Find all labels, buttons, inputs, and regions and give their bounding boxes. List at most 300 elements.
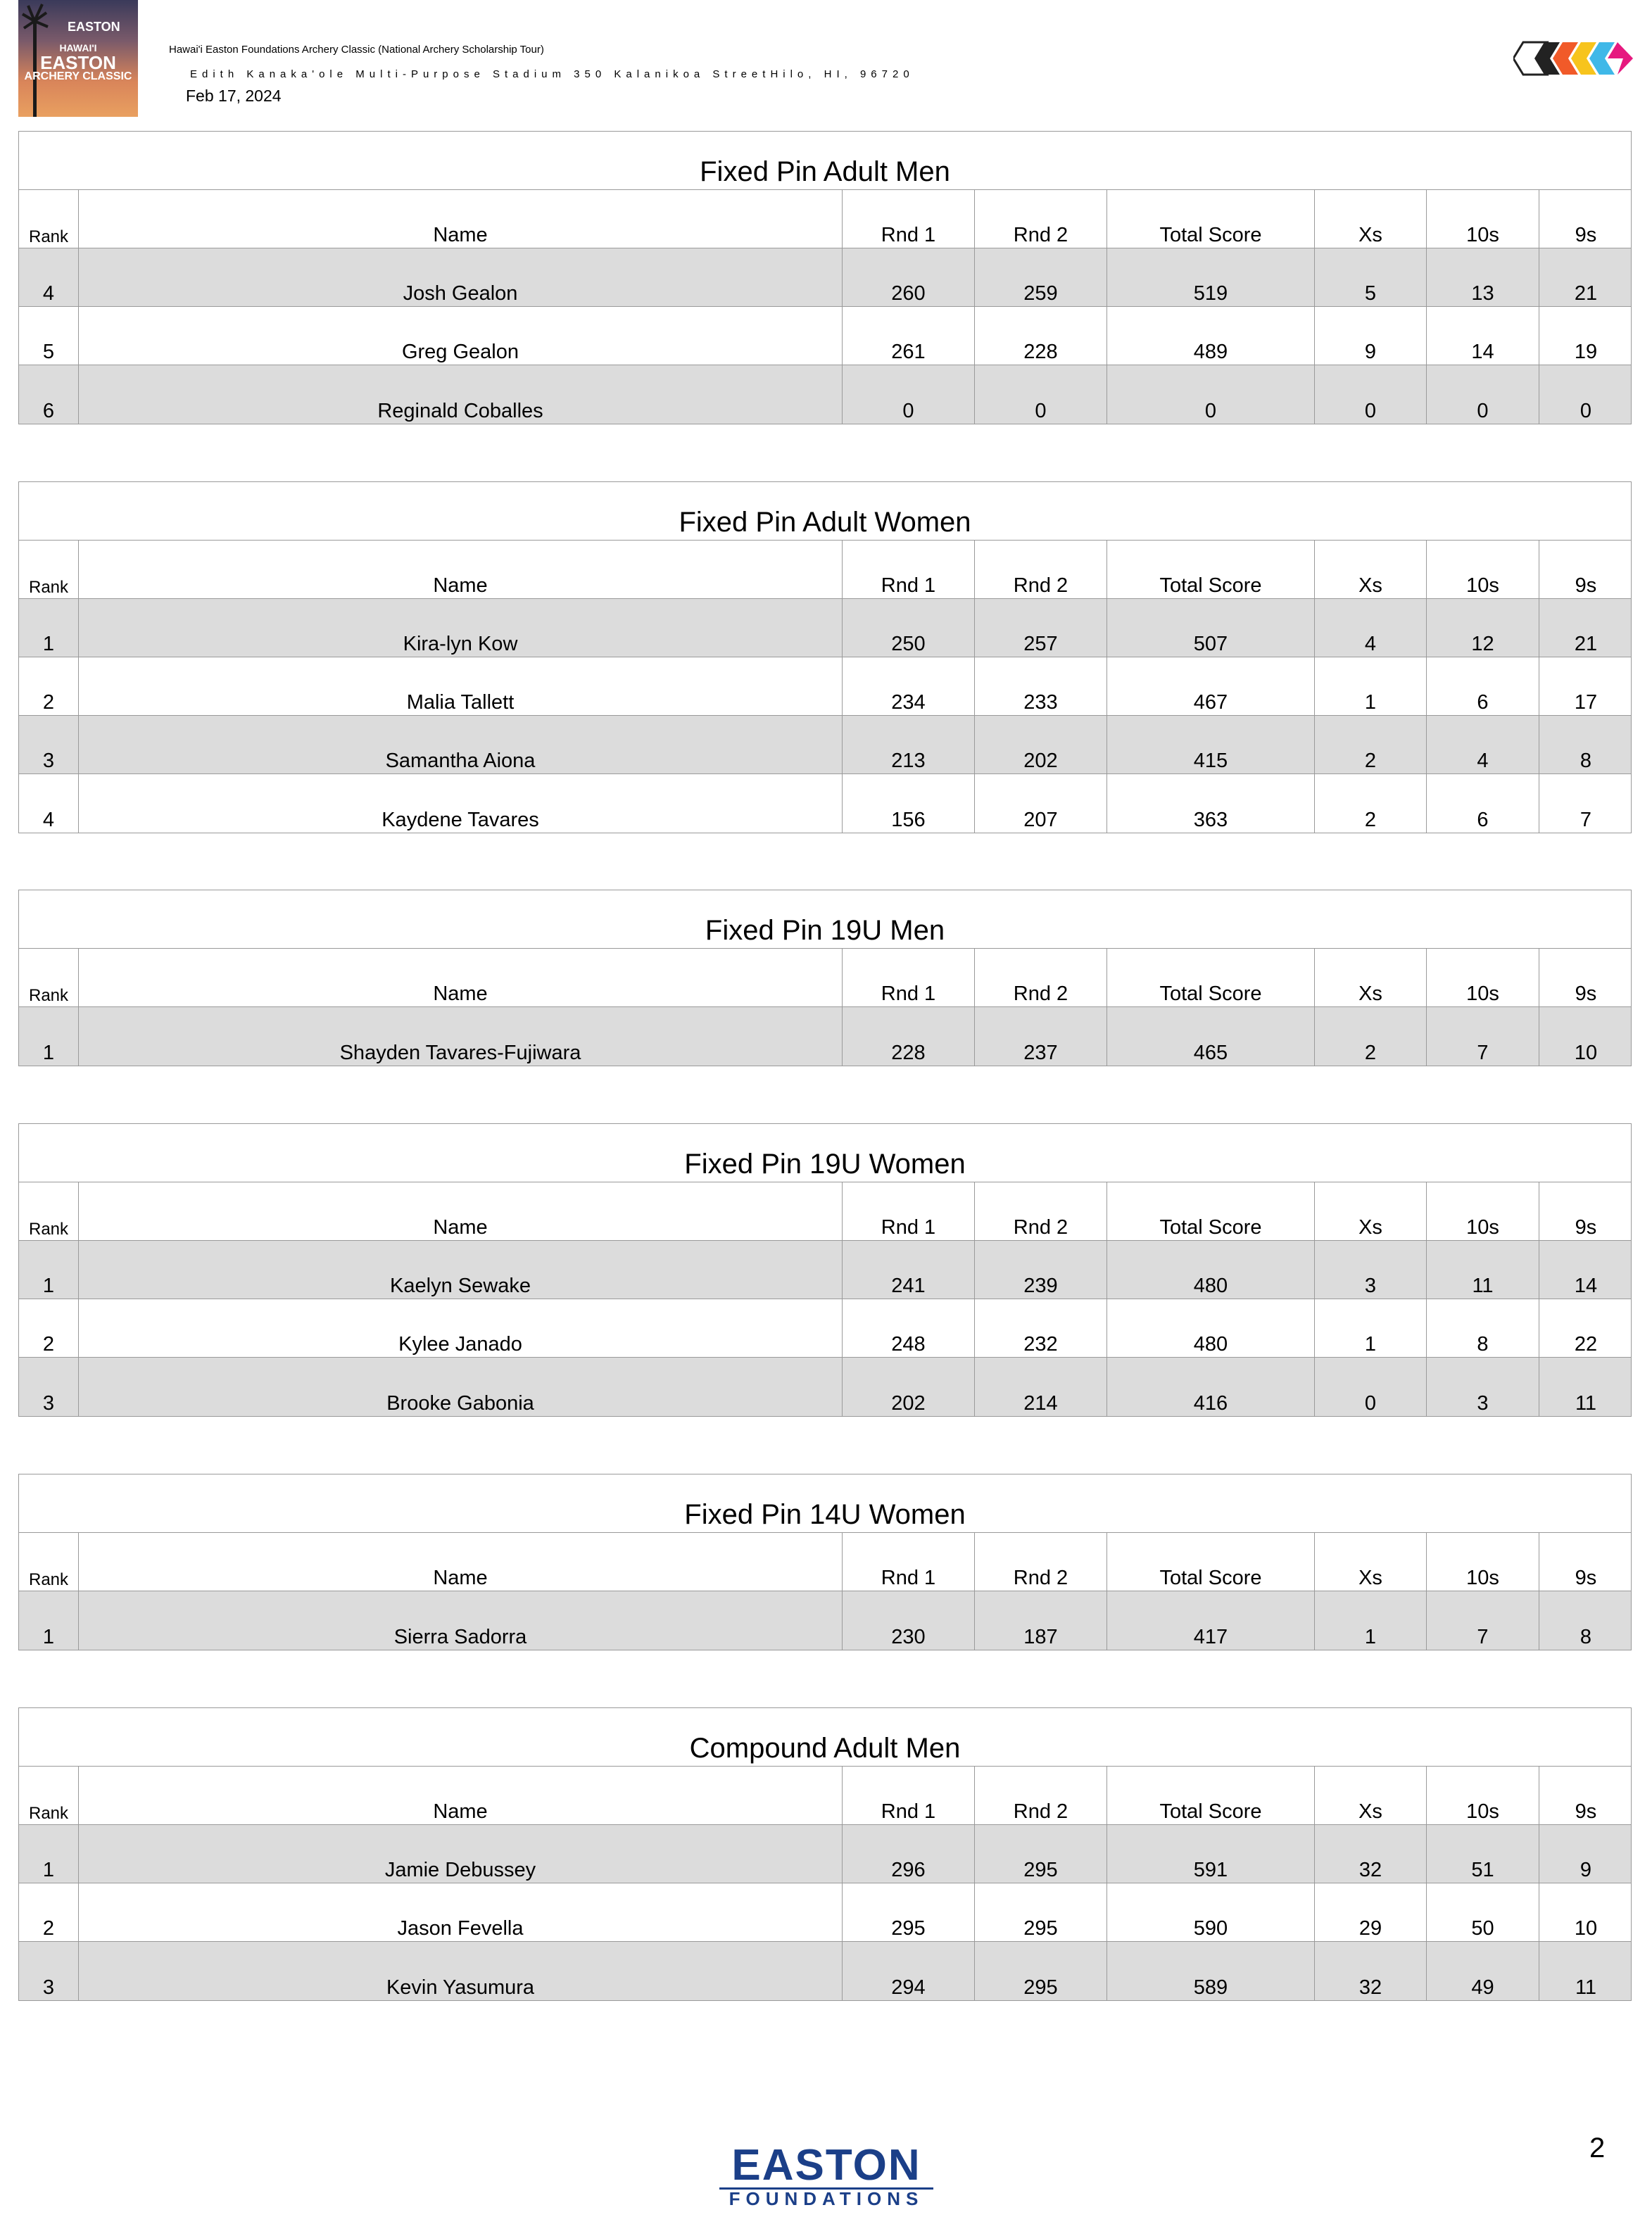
table-cell [1539, 1241, 1632, 1299]
column-header-text: Xs [1358, 1800, 1382, 1823]
column-header-text: Total Score [1159, 983, 1262, 1005]
column-header [1539, 1533, 1632, 1591]
table-cell-text: Shayden Tavares-Fujiwara [339, 1042, 581, 1064]
table-cell-text: 228 [891, 1042, 926, 1064]
table-cell-text: 4 [42, 809, 55, 831]
table-cell [974, 716, 1106, 773]
column-header-text: Rank [28, 986, 69, 1005]
table-header-row [19, 190, 1631, 248]
category-title-text: Compound Adult Men [689, 1733, 961, 1764]
table-cell [1426, 1007, 1539, 1066]
table-row [19, 1358, 1631, 1416]
table-cell-text: 11 [1575, 1976, 1597, 1999]
column-header [974, 541, 1106, 598]
table-cell [842, 1007, 974, 1066]
column-header [19, 1767, 78, 1824]
table-cell-text: 507 [1193, 633, 1228, 655]
table-cell [1314, 657, 1426, 715]
table-cell-text: 6 [1477, 809, 1489, 831]
column-header-text: Rnd 2 [1013, 574, 1068, 597]
table-cell-text: 2 [1364, 809, 1377, 831]
table-cell-text: 1 [1364, 1626, 1377, 1648]
category-table [18, 1123, 1632, 1417]
table-cell-text: 0 [1477, 400, 1489, 422]
table-cell-text: 416 [1193, 1392, 1228, 1415]
table-cell [1539, 248, 1632, 306]
column-header [842, 949, 974, 1006]
table-cell-text: 9 [1580, 1859, 1592, 1881]
table-cell-text: 21 [1574, 633, 1598, 655]
table-cell [1106, 365, 1314, 424]
column-header [1539, 541, 1632, 598]
table-cell [1426, 1241, 1539, 1299]
table-cell [1426, 1883, 1539, 1941]
column-header [1426, 949, 1539, 1006]
column-header-text: Xs [1358, 1216, 1382, 1239]
table-cell-text: 3 [1477, 1392, 1489, 1415]
table-cell-text: 10 [1574, 1917, 1598, 1940]
logo-classic-text: ARCHERY CLASSIC [24, 70, 132, 82]
table-cell [842, 1942, 974, 2000]
table-cell-text: 6 [42, 400, 55, 422]
table-cell [1106, 1241, 1314, 1299]
column-header [1539, 1182, 1632, 1240]
table-cell [974, 1241, 1106, 1299]
table-cell-text: Kaydene Tavares [382, 809, 539, 831]
table-cell [1426, 1299, 1539, 1357]
column-header [78, 1182, 842, 1240]
table-cell [1426, 307, 1539, 365]
column-header [1106, 1182, 1314, 1240]
table-cell [974, 1299, 1106, 1357]
column-header-text: Name [433, 574, 488, 597]
category-title [19, 1124, 1631, 1182]
table-cell [1539, 716, 1632, 773]
column-header-text: Rnd 1 [881, 224, 936, 246]
table-cell [19, 1358, 78, 1416]
table-cell-text: 0 [1580, 400, 1592, 422]
table-cell-text: 1 [42, 1042, 55, 1064]
logo-hawaii-text: HAWAI'I [59, 42, 97, 53]
table-cell-text: 234 [891, 691, 926, 714]
table-cell-text: Jason Fevella [397, 1917, 524, 1940]
column-header-text: 9s [1575, 574, 1597, 597]
table-cell [1106, 307, 1314, 365]
table-cell [842, 365, 974, 424]
column-header [1539, 190, 1632, 248]
table-cell [1314, 307, 1426, 365]
column-header-text: 9s [1575, 983, 1597, 1005]
table-cell-text: 1 [42, 1859, 55, 1881]
category-title-text: Fixed Pin Adult Women [679, 507, 971, 538]
column-header [78, 949, 842, 1006]
table-cell-text: 0 [1364, 400, 1377, 422]
table-cell [974, 248, 1106, 306]
table-cell [842, 1241, 974, 1299]
column-header [842, 1767, 974, 1824]
table-cell-text: 5 [42, 341, 55, 363]
table-cell-text: 22 [1574, 1333, 1598, 1356]
table-cell-text: 8 [1580, 750, 1592, 772]
table-cell [78, 248, 842, 306]
table-cell [19, 307, 78, 365]
table-cell-text: 14 [1471, 341, 1494, 363]
table-cell-text: 207 [1023, 809, 1058, 831]
column-header [1426, 541, 1539, 598]
table-cell [78, 1883, 842, 1941]
table-cell-text: 8 [1477, 1333, 1489, 1356]
table-cell-text: 214 [1023, 1392, 1058, 1415]
table-cell-text: 257 [1023, 633, 1058, 655]
page-number: 2 [1589, 2133, 1606, 2164]
column-header-text: Total Score [1159, 574, 1262, 597]
column-header [1314, 1182, 1426, 1240]
table-cell-text: 0 [902, 400, 914, 422]
table-cell-text: 589 [1193, 1976, 1228, 1999]
table-cell-text: 237 [1023, 1042, 1058, 1064]
column-header-text: Xs [1358, 224, 1382, 246]
column-header [1426, 1767, 1539, 1824]
table-cell [842, 1883, 974, 1941]
table-cell-text: 1 [1364, 1333, 1377, 1356]
table-cell-text: 248 [891, 1333, 926, 1356]
table-cell [1106, 657, 1314, 715]
table-cell [1314, 1883, 1426, 1941]
table-cell [1314, 1241, 1426, 1299]
table-cell [842, 248, 974, 306]
table-cell-text: 11 [1575, 1392, 1597, 1415]
table-cell-text: 591 [1193, 1859, 1228, 1881]
column-header-text: Rnd 1 [881, 983, 936, 1005]
table-cell [1426, 657, 1539, 715]
category-table [18, 131, 1632, 424]
table-row [19, 307, 1631, 365]
column-header [19, 541, 78, 598]
table-cell [1539, 1942, 1632, 2000]
column-header [1106, 541, 1314, 598]
table-cell [842, 1825, 974, 1883]
table-cell [19, 1007, 78, 1066]
table-cell [1426, 365, 1539, 424]
table-cell [842, 1299, 974, 1357]
column-header-text: Xs [1358, 983, 1382, 1005]
category-title [19, 482, 1631, 541]
table-cell [1314, 248, 1426, 306]
table-cell-text: 14 [1574, 1275, 1598, 1297]
table-cell-text: 10 [1574, 1042, 1598, 1064]
category-table [18, 1707, 1632, 2001]
table-row [19, 1007, 1631, 1066]
category-table [18, 1474, 1632, 1650]
table-cell-text: 32 [1358, 1859, 1382, 1881]
column-header-text: Name [433, 224, 488, 246]
table-cell-text: 2 [42, 1917, 55, 1940]
table-cell [974, 1883, 1106, 1941]
table-cell [842, 1591, 974, 1650]
table-cell-text: 4 [42, 282, 55, 305]
column-header [19, 1533, 78, 1591]
table-row [19, 657, 1631, 716]
table-cell-text: 2 [42, 1333, 55, 1356]
table-cell-text: 0 [1204, 400, 1217, 422]
column-header-text: Rank [28, 1804, 69, 1823]
table-cell [1106, 1358, 1314, 1416]
table-cell [1426, 1591, 1539, 1650]
table-cell-text: 7 [1477, 1626, 1489, 1648]
table-cell [19, 1883, 78, 1941]
table-cell-text: 12 [1471, 633, 1494, 655]
table-cell [78, 1241, 842, 1299]
table-cell-text: 1 [42, 1626, 55, 1648]
table-cell [78, 716, 842, 773]
column-header-text: Xs [1358, 1567, 1382, 1589]
table-cell-text: 260 [891, 282, 926, 305]
table-cell [1426, 1825, 1539, 1883]
table-cell-text: 202 [891, 1392, 926, 1415]
table-cell-text: 228 [1023, 341, 1058, 363]
column-header [1426, 1182, 1539, 1240]
table-cell [78, 1591, 842, 1650]
table-header-row [19, 1533, 1631, 1591]
table-cell [1426, 1942, 1539, 2000]
table-cell-text: 0 [1035, 400, 1047, 422]
logo-easton-text: EASTON [40, 52, 116, 73]
column-header-text: 10s [1466, 574, 1499, 597]
table-cell-text: 17 [1574, 691, 1598, 714]
table-cell-text: 295 [891, 1917, 926, 1940]
table-cell-text: Kylee Janado [398, 1333, 522, 1356]
column-header-text: Name [433, 1800, 488, 1823]
table-cell [974, 307, 1106, 365]
table-cell [1426, 599, 1539, 657]
table-cell [1106, 1007, 1314, 1066]
column-header-text: 10s [1466, 1800, 1499, 1823]
table-cell-text: 261 [891, 341, 926, 363]
table-cell [1314, 365, 1426, 424]
nast-arrows-logo-icon [1513, 38, 1633, 79]
table-cell-text: 239 [1023, 1275, 1058, 1297]
table-row [19, 1942, 1631, 2000]
column-header [974, 949, 1106, 1006]
column-header-text: 10s [1466, 1567, 1499, 1589]
table-cell-text: 230 [891, 1626, 926, 1648]
column-header [842, 190, 974, 248]
table-cell [1426, 774, 1539, 833]
table-cell-text: 1 [42, 633, 55, 655]
table-cell-text: 29 [1358, 1917, 1382, 1940]
column-header [1539, 949, 1632, 1006]
column-header [1314, 1533, 1426, 1591]
table-row [19, 1883, 1631, 1942]
table-row [19, 1825, 1631, 1883]
table-cell-text: 4 [1364, 633, 1377, 655]
table-cell [1539, 1825, 1632, 1883]
table-cell [78, 1825, 842, 1883]
table-cell-text: 480 [1193, 1333, 1228, 1356]
table-cell-text: 3 [1364, 1275, 1377, 1297]
category-title-text: Fixed Pin 19U Women [684, 1149, 966, 1180]
table-cell-text: 467 [1193, 691, 1228, 714]
column-header [842, 1533, 974, 1591]
column-header [78, 1767, 842, 1824]
event-title: Hawai'i Easton Foundations Archery Classic (National Archery Scholarship Tour) [169, 44, 544, 56]
table-cell-text: 202 [1023, 750, 1058, 772]
table-cell [1426, 1358, 1539, 1416]
column-header-text: 9s [1575, 1567, 1597, 1589]
table-cell-text: 296 [891, 1859, 926, 1881]
column-header [19, 1182, 78, 1240]
table-cell [974, 1942, 1106, 2000]
table-cell [842, 774, 974, 833]
table-cell [1106, 248, 1314, 306]
table-cell [1106, 1299, 1314, 1357]
table-cell [974, 1825, 1106, 1883]
column-header [842, 1182, 974, 1240]
column-header-text: Name [433, 983, 488, 1005]
table-cell-text: 19 [1574, 341, 1598, 363]
column-header-text: Rank [28, 578, 69, 597]
table-cell-text: 1 [42, 1275, 55, 1297]
table-cell-text: Kira-lyn Kow [403, 633, 518, 655]
table-cell [1539, 1358, 1632, 1416]
column-header-text: Name [433, 1567, 488, 1589]
table-cell [1539, 1591, 1632, 1650]
table-cell-text: 156 [891, 809, 926, 831]
table-row [19, 716, 1631, 774]
column-header [1106, 949, 1314, 1006]
column-header [78, 190, 842, 248]
table-cell [1314, 774, 1426, 833]
table-cell-text: 295 [1023, 1917, 1058, 1940]
table-row [19, 1299, 1631, 1358]
table-row [19, 1241, 1631, 1299]
category-title [19, 1474, 1631, 1533]
category-title [19, 890, 1631, 949]
table-cell [1314, 1358, 1426, 1416]
column-header-text: Total Score [1159, 224, 1262, 246]
table-cell [1539, 1883, 1632, 1941]
table-cell-text: 50 [1471, 1917, 1494, 1940]
event-logo [18, 0, 138, 117]
table-cell-text: 1 [1364, 691, 1377, 714]
table-cell-text: 415 [1193, 750, 1228, 772]
logo-brand-text: EASTON [68, 20, 120, 34]
table-cell [1426, 248, 1539, 306]
column-header-text: Rnd 2 [1013, 224, 1068, 246]
table-cell-text: 9 [1364, 341, 1377, 363]
table-cell [19, 1299, 78, 1357]
table-header-row [19, 1767, 1631, 1825]
table-cell-text: 590 [1193, 1917, 1228, 1940]
table-cell-text: 7 [1580, 809, 1592, 831]
category-title-text: Fixed Pin Adult Men [700, 156, 950, 187]
table-cell-text: 51 [1471, 1859, 1494, 1881]
category-title [19, 1708, 1631, 1767]
table-cell [1314, 599, 1426, 657]
column-header-text: 10s [1466, 983, 1499, 1005]
table-header-row [19, 541, 1631, 599]
table-cell [1106, 774, 1314, 833]
table-cell-text: 417 [1193, 1626, 1228, 1648]
column-header [974, 1767, 1106, 1824]
table-cell-text: 7 [1477, 1042, 1489, 1064]
column-header [1314, 190, 1426, 248]
column-header-text: 9s [1575, 224, 1597, 246]
table-cell-text: Brooke Gabonia [386, 1392, 534, 1415]
table-cell [19, 1942, 78, 2000]
column-header-text: Total Score [1159, 1800, 1262, 1823]
table-cell [1106, 599, 1314, 657]
table-cell-text: Samantha Aiona [385, 750, 536, 772]
column-header-text: Rnd 1 [881, 1567, 936, 1589]
table-cell [1539, 1299, 1632, 1357]
table-cell [78, 599, 842, 657]
column-header [78, 1533, 842, 1591]
table-cell-text: Greg Gealon [401, 341, 519, 363]
table-cell-text: 489 [1193, 341, 1228, 363]
table-cell [19, 657, 78, 715]
table-cell-text: 259 [1023, 282, 1058, 305]
table-cell-text: 32 [1358, 1976, 1382, 1999]
table-cell-text: 0 [1364, 1392, 1377, 1415]
column-header-text: Rank [28, 227, 69, 246]
table-cell [1539, 365, 1632, 424]
column-header [1106, 190, 1314, 248]
table-cell-text: 8 [1580, 1626, 1592, 1648]
table-cell [78, 1942, 842, 2000]
table-cell [842, 657, 974, 715]
table-cell [78, 1007, 842, 1066]
footer-logo-line1: EASTON [731, 2141, 921, 2190]
table-cell-text: 49 [1471, 1976, 1494, 1999]
table-cell-text: 480 [1193, 1275, 1228, 1297]
table-cell [78, 365, 842, 424]
column-header-text: 10s [1466, 224, 1499, 246]
table-cell-text: 519 [1193, 282, 1228, 305]
table-cell [974, 774, 1106, 833]
table-cell [1314, 1591, 1426, 1650]
table-cell [1539, 774, 1632, 833]
column-header-text: 9s [1575, 1216, 1597, 1239]
table-cell-text: Kaelyn Sewake [390, 1275, 531, 1297]
column-header-text: Xs [1358, 574, 1382, 597]
table-cell [19, 1241, 78, 1299]
category-title-text: Fixed Pin 19U Men [705, 915, 945, 946]
table-cell [1539, 657, 1632, 715]
table-cell-text: Jamie Debussey [384, 1859, 536, 1881]
column-header [19, 190, 78, 248]
table-row [19, 774, 1631, 833]
table-cell-text: 3 [42, 1976, 55, 1999]
table-cell [842, 1358, 974, 1416]
column-header-text: Name [433, 1216, 488, 1239]
table-cell-text: 294 [891, 1976, 926, 1999]
column-header [842, 541, 974, 598]
table-cell [1106, 1825, 1314, 1883]
table-cell [19, 1591, 78, 1650]
table-cell [974, 365, 1106, 424]
table-cell [1106, 1883, 1314, 1941]
column-header-text: Rnd 2 [1013, 1216, 1068, 1239]
table-cell-text: 233 [1023, 691, 1058, 714]
column-header [974, 190, 1106, 248]
table-cell-text: 21 [1574, 282, 1598, 305]
table-cell-text: 3 [42, 1392, 55, 1415]
table-cell [78, 307, 842, 365]
table-cell [842, 599, 974, 657]
category-title-text: Fixed Pin 14U Women [684, 1499, 966, 1530]
table-cell-text: 241 [891, 1275, 926, 1297]
